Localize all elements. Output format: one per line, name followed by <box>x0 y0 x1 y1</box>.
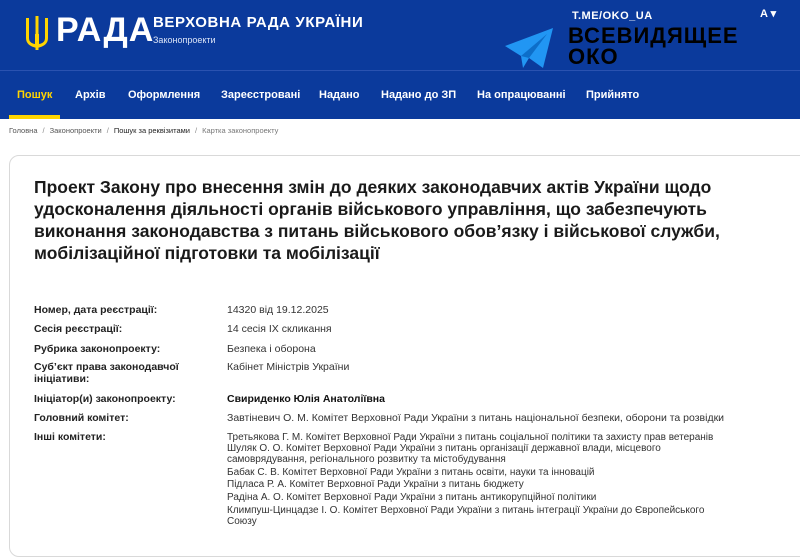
committee-line: Климпуш-Цинцадзе І. О. Комітет Верховної Ради України з питань інтеграції України до Європейського <box>227 505 705 516</box>
nav-item-submitted-to-plenary[interactable]: Надано до ЗП <box>381 89 457 101</box>
field-value-registration: 14320 від 19.12.2025 <box>227 304 329 316</box>
language-label: A <box>760 8 768 20</box>
field-value-initiators[interactable]: Свириденко Юлія Анатоліївна <box>227 393 385 405</box>
nav-item-registered[interactable]: Зареєстровані <box>221 89 301 101</box>
committee-line: Радіна А. О. Комітет Верховної Ради України з питань антикорупційної політики <box>227 492 597 503</box>
breadcrumb-separator: / <box>194 126 198 135</box>
field-label-session: Сесія реєстрації: <box>34 323 123 335</box>
language-switch[interactable] <box>760 7 776 20</box>
committee-line: Шуляк О. О. Комітет Верховної Ради України з питань організації державної влади, місцевого <box>227 443 661 454</box>
nav-item-submitted[interactable]: Надано <box>319 89 360 101</box>
nav-item-processing[interactable]: Оформлення <box>128 89 201 101</box>
field-label-other-committees: Інші комітети: <box>34 431 106 443</box>
site-logo-text[interactable]: РАДА <box>56 11 155 49</box>
field-label-registration: Номер, дата реєстрації: <box>34 304 158 316</box>
active-tab-indicator <box>9 115 60 119</box>
nav-item-in-progress[interactable]: На опрацюванні <box>477 89 566 101</box>
breadcrumb <box>9 126 278 135</box>
field-value-initiative-subject: Кабінет Міністрів України <box>227 361 350 373</box>
watermark-url: T.ME/OKO_UA <box>572 10 653 22</box>
field-label-initiative-subject: Суб’єкт права законодавчої <box>34 361 179 373</box>
org-subtitle: Законопроекти <box>153 35 216 45</box>
breadcrumb-home[interactable]: Головна <box>9 126 38 135</box>
nav-item-archive[interactable]: Архів <box>75 89 106 101</box>
committee-line: Бабак С. В. Комітет Верховної Ради України з питань освіти, науки та інновацій <box>227 467 595 478</box>
nav-item-search[interactable]: Пошук <box>17 89 53 101</box>
committee-line: самоврядування, регіонального розвитку та містобудування <box>227 454 506 465</box>
breadcrumb-separator: / <box>42 126 45 135</box>
nav-item-adopted[interactable]: Прийнято <box>586 89 640 101</box>
chevron-down-icon: ▾ <box>770 8 777 20</box>
telegram-plane-icon <box>503 26 555 70</box>
org-title: ВЕРХОВНА РАДА УКРАЇНИ <box>153 14 364 31</box>
main-nav <box>0 70 800 119</box>
watermark-name: ВСЕВИДЯЩЕЕ ОКО <box>568 23 739 69</box>
breadcrumb-separator: / <box>106 126 109 135</box>
committee-line: Третьякова Г. М. Комітет Верховної Ради України з питань соціальної політики та захисту прав ветеранів <box>227 432 714 443</box>
field-value-rubric: Безпека і оборона <box>227 343 316 355</box>
breadcrumb-bills[interactable]: Законопроекти <box>49 126 102 135</box>
bill-title: Проект Закону про внесення змін до деяких законодавчих актів України щодо удосконалення діяльності органів військового управління, що забезпечують виконання законодавства з питань військового обов’язку і військової служби, мобілізаційної підготовки та мобілізації <box>34 177 720 263</box>
field-value-session: 14 сесія IX скликання <box>227 323 332 335</box>
committee-line: Підласа Р. А. Комітет Верховної Ради України з питань бюджету <box>227 479 524 490</box>
site-header <box>0 0 800 70</box>
field-label-initiators: Ініціатор(и) законопроекту: <box>34 393 176 405</box>
field-label-main-committee: Головний комітет: <box>34 412 129 424</box>
breadcrumb-search[interactable]: Пошук за реквізитами <box>113 126 190 135</box>
breadcrumb-current: Картка законопроекту <box>202 126 279 135</box>
field-label-initiative-subject-cont: ініціативи: <box>34 373 90 385</box>
trident-logo-icon[interactable] <box>24 14 50 52</box>
field-value-main-committee: Завтіневич О. М. Комітет Верховної Ради України з питань національної безпеки, оборони та розвідки <box>227 412 725 424</box>
committee-line: Союзу <box>227 516 257 527</box>
field-label-rubric: Рубрика законопроекту: <box>34 343 161 355</box>
